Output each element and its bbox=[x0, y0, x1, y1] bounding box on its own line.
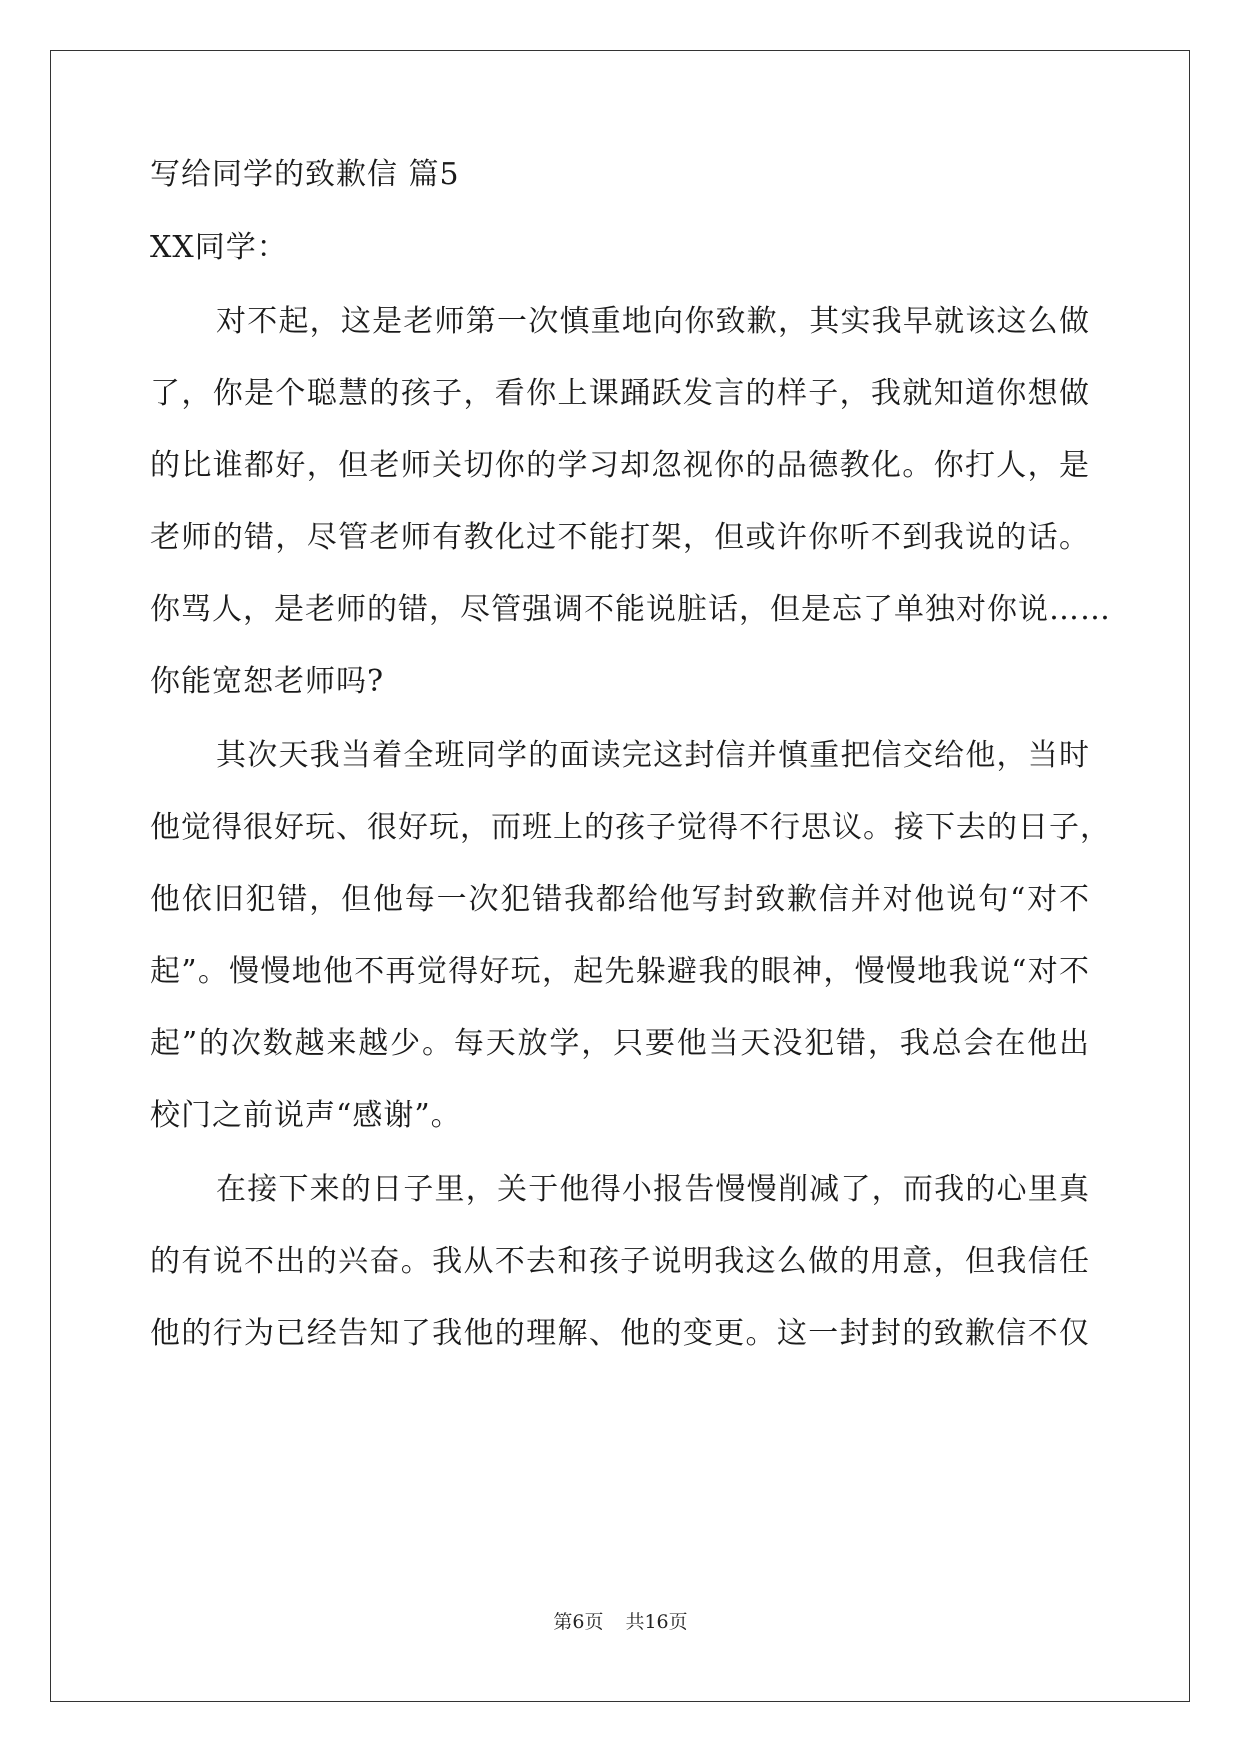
salutation: XX同学： bbox=[150, 230, 288, 265]
paragraph-line: 他觉得很好玩、很好玩，而班上的孩子觉得不行思议。接下去的日子， bbox=[150, 810, 1111, 845]
paragraph-line: 对不起，这是老师第一次慎重地向你致歉，其实我早就该这么做 bbox=[216, 304, 1090, 339]
paragraph-line: 了，你是个聪慧的孩子，看你上课踊跃发言的样子，我就知道你想做 bbox=[150, 376, 1090, 411]
document-title: 写给同学的致歉信 篇5 bbox=[150, 157, 460, 192]
paragraph-line: 的比谁都好，但老师关切你的学习却忽视你的品德教化。你打人，是 bbox=[150, 448, 1090, 483]
paragraph-line: 校门之前说声“感谢”。 bbox=[150, 1098, 462, 1133]
paragraph-line: 的有说不出的兴奋。我从不去和孩子说明我这么做的用意，但我信任 bbox=[150, 1244, 1090, 1279]
paragraph-line: 他依旧犯错，但他每一次犯错我都给他写封致歉信并对他说句“对不 bbox=[150, 882, 1090, 917]
page-footer bbox=[0, 1610, 1241, 1634]
page-total: 共16页 bbox=[625, 1611, 688, 1633]
paragraph-line: 在接下来的日子里，关于他得小报告慢慢削减了，而我的心里真 bbox=[216, 1172, 1090, 1207]
paragraph-line: 其次天我当着全班同学的面读完这封信并慎重把信交给他，当时 bbox=[216, 738, 1090, 773]
page-number: 第6页 bbox=[553, 1611, 604, 1633]
paragraph-line: 他的行为已经告知了我他的理解、他的变更。这一封封的致歉信不仅 bbox=[150, 1316, 1090, 1351]
paragraph-line: 起”。慢慢地他不再觉得好玩，起先躲避我的眼神，慢慢地我说“对不 bbox=[150, 954, 1090, 989]
paragraph-line: 你骂人，是老师的错，尽管强调不能说脏话，但是忘了单独对你说…… bbox=[150, 592, 1111, 627]
paragraph-line: 老师的错，尽管老师有教化过不能打架，但或许你听不到我说的话。 bbox=[150, 520, 1090, 555]
page-border bbox=[50, 50, 1190, 1702]
paragraph-line: 你能宽恕老师吗? bbox=[150, 664, 385, 699]
paragraph-line: 起”的次数越来越少。每天放学，只要他当天没犯错，我总会在他出 bbox=[150, 1026, 1090, 1061]
